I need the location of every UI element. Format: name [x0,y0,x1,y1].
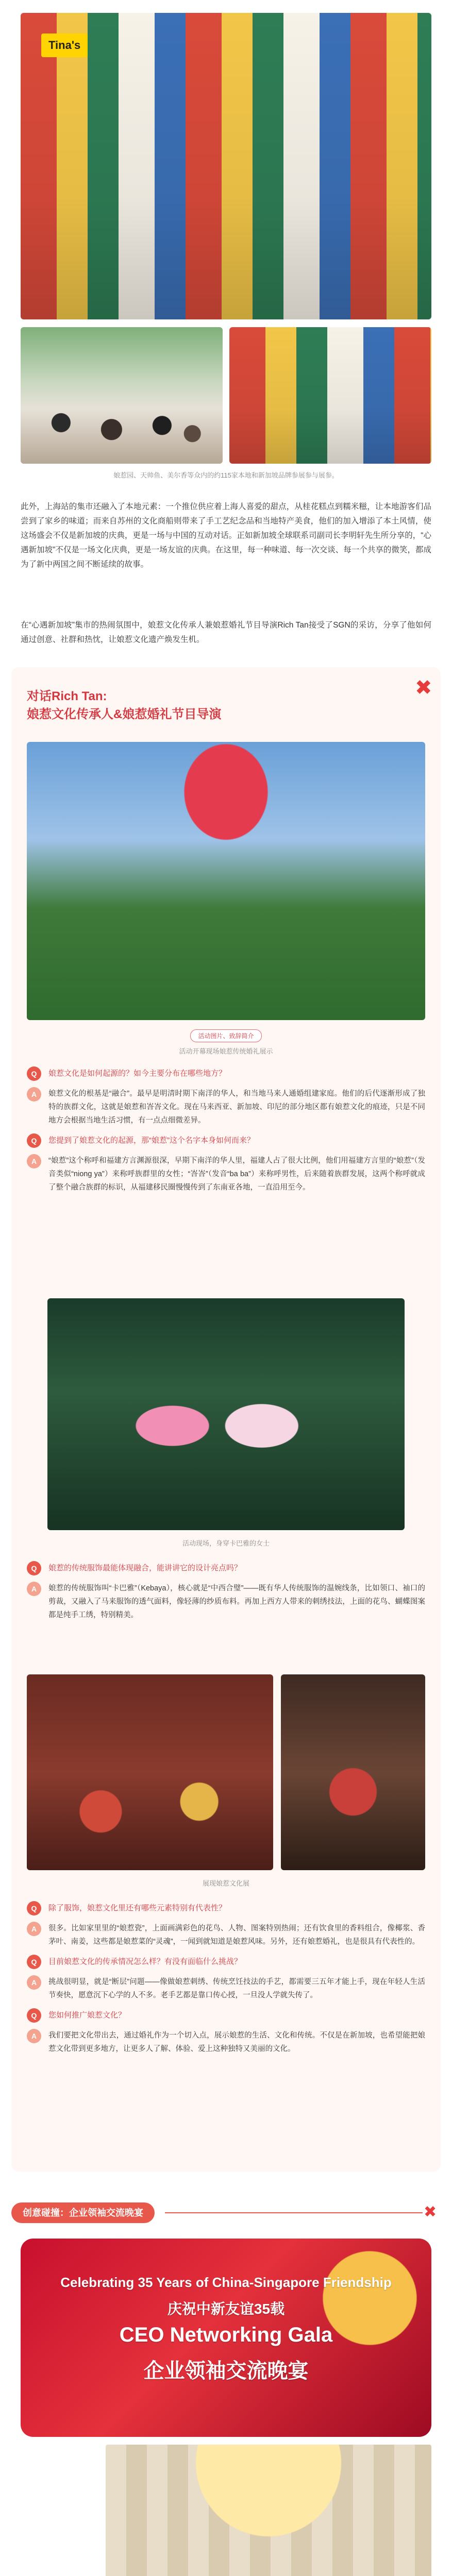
banner-line-2: 庆祝中新友谊35载 [167,2301,285,2317]
question-text: 娘惹的传统服饰最能体现融合，能讲讲它的设计亮点吗？ [48,1564,242,1572]
caption-pill: 活动图片、致辞简介 [190,1029,261,1042]
question-text: 您如何推广娘惹文化？ [48,2011,126,2020]
question-badge: Q [27,1955,41,1969]
caption-pills [0,1029,452,1042]
answer-badge: A [27,1087,41,1101]
question-badge: Q [27,1133,41,1148]
answer-text: 娘惹的传统服饰叫“卡巴雅”（Kebaya），核心就是“中西合璧”——既有华人传统服饰的温婉线条，比如领口、袖口的剪裁，又融入了马来服饰的透气面料，像轻薄的纱质布料。再加上西方人带来的刺绣技法，上面的花鸟、蝴蝶图案都是纯手工绣，特别精美。 [48,1584,425,1619]
question-text: 娘惹文化是如何起源的？如今主要分布在哪些地方？ [48,1069,227,1078]
answer-badge: A [27,1582,41,1596]
culture-photo-caption: 展现娘惹文化展 [202,1879,249,1887]
interview-heading-line2: 娘惹文化传承人&娘惹婚礼节目导演 [27,707,222,721]
gala-hall-photo [106,2445,431,2576]
answer-badge: A [27,1975,41,1990]
cross-decoration-icon: ✖ [424,2203,437,2221]
answer-text: 我们要把文化带出去，通过婚礼作为一个切入点，展示娘惹的生活、文化和传统。不仅是在新加坡，也希望能把娘惹文化带到更多地方，让更多人了解、体验、爱上这种独特又美丽的文化。 [48,2031,425,2053]
question-badge: Q [27,1561,41,1575]
qa-block-2 [27,1561,425,1628]
culture-photo-right [281,1674,425,1870]
intro-paragraph-2: 在“心遇新加坡”集市的热闹氛围中，娘惹文化传承人兼娘惹婚礼节目导演Rich Tan接受了SGN的采访，分享了他如何通过创意、社群和热忱，让娘惹文化遗产焕发生机。 [21,621,431,644]
question-text: 您提到了娘惹文化的起源，那“娘惹”这个名字本身如何而来？ [48,1136,255,1145]
culture-photo-left [27,1674,273,1870]
qa-question [27,1133,425,1148]
market-photo-main [21,13,431,319]
question-badge: Q [27,1901,41,1916]
question-badge: Q [27,2008,41,2023]
qa-block-1 [27,1066,425,1200]
question-text: 目前娘惹文化的传承情况怎么样？有没有面临什么挑战？ [48,1957,242,1966]
answer-text: “娘惹”这个称呼和福建方言渊源很深，早期下南洋的华人里，福建人占了很大比例，他们用福建方言里的“娘惹”（发音类似“niong ya”）来称呼族群里的女性；“峇峇”（发音“ba ba”）来称呼男性，后来随着族群发展，这两个称呼就成了整个融合族群的标识，从福建移民圈慢慢传到了东南亚各地，一直沿用至今。 [48,1157,425,1192]
question-text: 除了服饰，娘惹文化里还有哪些元素特别有代表性？ [48,1904,227,1912]
intro-paragraph-1: 此外，上海站的集市还融入了本地元素：一个推位供应着上海人喜爱的甜点，从桂花糕点到糯米糍，让本地游客们品尝到了家乡的味道；而来自苏州的文化商船则带来了手工艺纪念品和当地特产美食，他们的加入增添了本土风情，使这场盛会不仅是新加坡的庆典，更是一场与中国的互动对话。正如新加坡全球联系司副司长李明轩先生所分享的，“心遇新加坡”不仅是一场文化庆典，更是一场友谊的庆典。在这里，每一种味道、每一次交谈、每一个共享的微笑，都成为了新中两国之间不断延续的故事。 [21,502,431,569]
section-divider [165,2212,423,2213]
qa-answer [27,1154,425,1194]
banner-line-4: 企业领袖交流晚宴 [143,2360,309,2382]
banner-line-3: CEO Networking Gala [119,2324,333,2346]
answer-badge: A [27,1154,41,1168]
banner-line-1: Celebrating 35 Years of China-Singapore Friendship [60,2275,392,2290]
cross-decoration-icon: ✖ [415,676,432,700]
kebaya-photo [47,1298,405,1530]
qa-question [27,1066,425,1081]
section-tag: 创意碰撞：企业领袖交流晚宴 [11,2202,155,2223]
qa-answer [27,1975,425,2002]
wedding-photo-caption: 活动开幕现场娘惹传统婚礼展示 [179,1047,273,1055]
answer-text: 挑战很明显，就是“断层”问题——像做娘惹刺绣、传统烹饪技法的手艺，都需要三五年才能上手，现在年轻人生活节奏快，愿意沉下心学的人不多。老手艺都是靠口传心授，一旦没人学就失传了。 [48,1978,425,1999]
kebaya-photo-caption: 活动现场，身穿卡巴雅的女士 [182,1539,270,1547]
qa-question [27,1561,425,1575]
market-photo-right [229,327,431,464]
qa-answer [27,1087,425,1127]
qa-question [27,1901,425,1916]
answer-badge: A [27,2029,41,2043]
qa-answer [27,1582,425,1622]
qa-answer [27,2029,425,2056]
gala-banner-photo [21,2239,431,2437]
qa-block-3 [27,1901,425,2062]
wedding-photo [27,742,425,1020]
interview-heading-line1: 对话Rich Tan: [27,689,107,703]
qa-answer [27,1922,425,1948]
stall-sign: Tina's [41,33,88,57]
qa-question [27,1955,425,1969]
qa-question [27,2008,425,2023]
photo-caption: 娘惹园、天帅鱼、美尔香等众内的约115家本地和新加坡品牌参展参与展参。 [113,471,339,479]
answer-badge: A [27,1922,41,1936]
answer-text: 很多。比如家里里的“娘惹瓷”，上面画满彩色的花鸟、人物、图案特别热闹；还有饮食里的香料组合，像椰浆、香茅叶、南姜，这些都是娘惹菜的“灵魂”，一闻到就知道是娘惹风味。另外，还有娘惹婚礼，也是很具有代表性的。 [48,1924,425,1946]
question-badge: Q [27,1066,41,1081]
market-photo-left [21,327,223,464]
answer-text: 娘惹文化的根基是“融合”。最早是明清时期下南洋的华人，和当地马来人通婚组建家庭。他们的后代逐渐形成了独特的族群文化，这就是娘惹和峇峇文化。现在马来西亚、新加坡、印尼的部分地区都有娘惹文化的痕迹，只是不同地方会根据当地生活习惯，有一点点细微差异。 [48,1090,425,1125]
